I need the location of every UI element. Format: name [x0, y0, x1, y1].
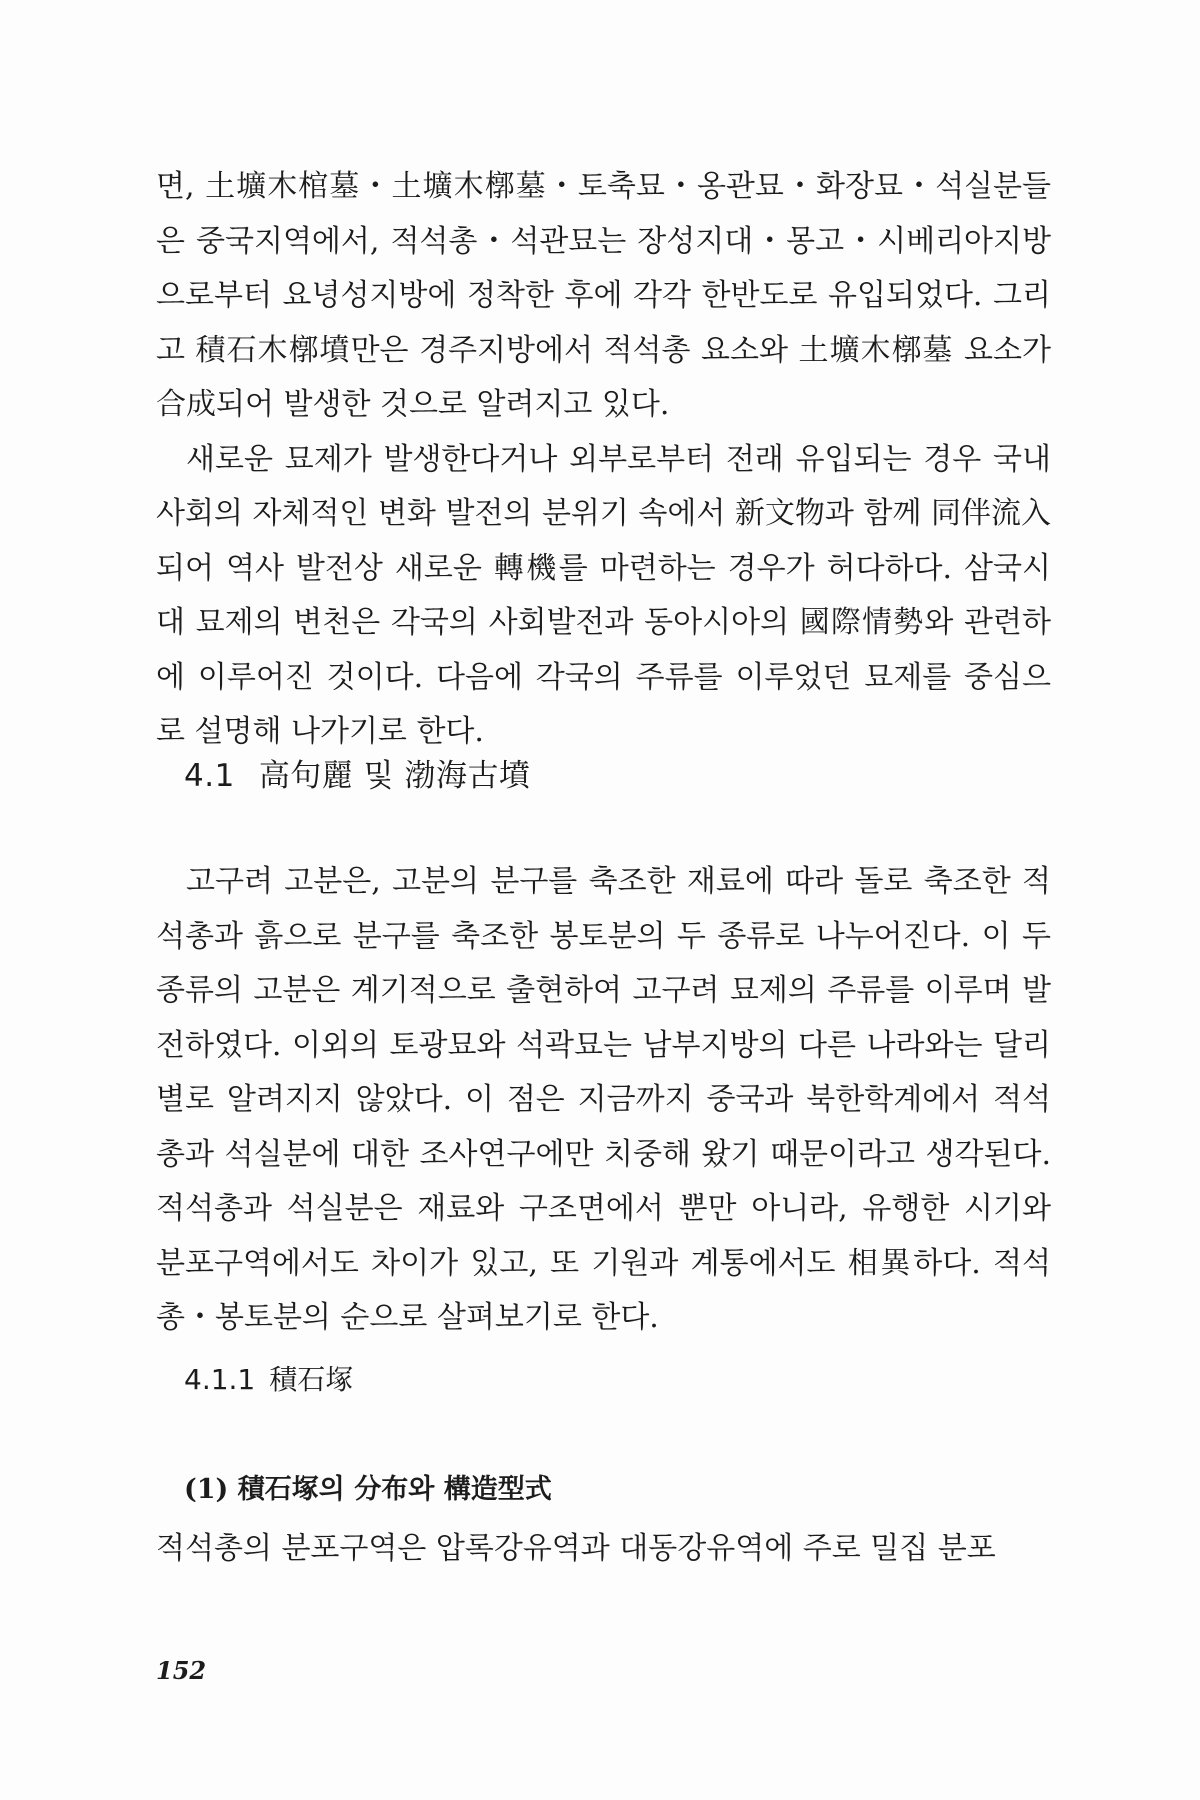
goguryeo-text-block — [156, 855, 1051, 1346]
paragraph-goguryeo-tombs: 고구려 고분은, 고분의 분구를 축조한 재료에 따라 돌로 축조한 적석총과 흙으로 분구를 축조한 봉토분의 두 종류로 나누어진다. 이 두 종류의 고분은 계기적으로 출현하여 고구려 묘제의 주류를 이루며 발전하였다. 이외의 토광묘와 석곽묘는 남부지방의 다른 나라와는 달리 별로 알려지지 않았다. 이 점은 지금까지 중국과 북한학계에서 적석총과 석실분에 대한 조사연구에만 치중해 왔기 때문이라고 생각된다. 적석총과 석실분은 재료와 구조면에서 뿐만 아니라, 유행한 시기와 분포구역에서도 차이가 있고, 또 기원과 계통에서도 相異하다. 적석총・봉토분의 순으로 살펴보기로 한다. — [156, 864, 1051, 1335]
paragraph-tomb-transitions: 새로운 묘제가 발생한다거나 외부로부터 전래 유입되는 경우 국내 사회의 자체적인 변화 발전의 분위기 속에서 新文物과 함께 同伴流入되어 역사 발전상 새로운 轉機를 마련하는 경우가 허다하다. 삼국시대 묘제의 변천은 각국의 사회발전과 동아시아의 國際情勢와 관련하에 이루어진 것이다. 다음에 각국의 주류를 이루었던 묘제를 중심으로 설명해 나가기로 한다. — [156, 441, 1051, 749]
subsection-title: 積石塚 — [269, 1363, 354, 1396]
paragraph-distribution: 적석총의 분포구역은 압록강유역과 대동강유역에 주로 밀집 분포 — [156, 1531, 996, 1566]
page-number: 152 — [156, 1656, 207, 1685]
intro-text-block — [156, 160, 1051, 760]
section-heading-4-1 — [184, 756, 530, 796]
section-title: 高句麗 및 渤海古墳 — [258, 758, 531, 794]
subheading-distribution-structure: (1) 積石塚의 分布와 構造型式 — [184, 1474, 552, 1505]
distribution-text-block — [156, 1522, 1051, 1577]
section-heading-4-1-1 — [184, 1360, 353, 1400]
paragraph-origins: 면, 土壙木棺墓・土壙木槨墓・토축묘・옹관묘・화장묘・석실분들은 중국지역에서, 적석총・석관묘는 장성지대・몽고・시베리아지방으로부터 요녕성지방에 정착한 후에 각각 한반도로 유입되었다. 그리고 積石木槨墳만은 경주지방에서 적석총 요소와 土壙木槨墓 요소가 合成되어 발생한 것으로 알려지고 있다. — [156, 169, 1051, 422]
section-number: 4.1 — [184, 758, 235, 794]
subsection-number: 4.1.1 — [184, 1363, 256, 1396]
